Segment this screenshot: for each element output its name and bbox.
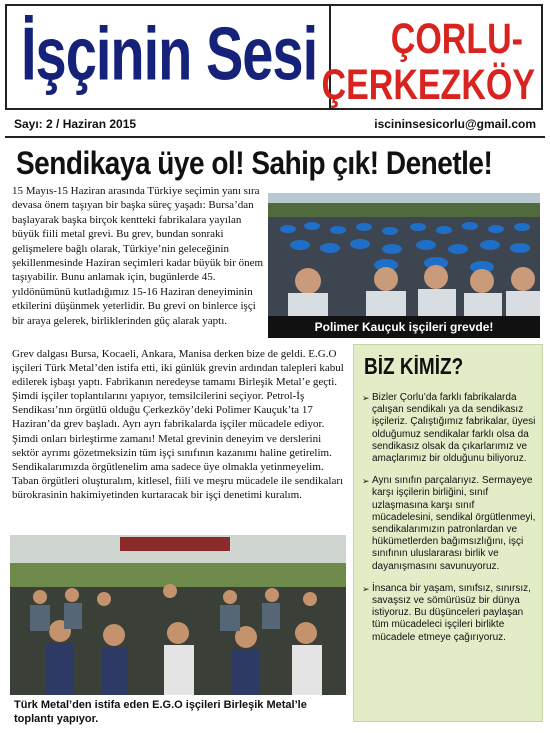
strike-crowd-image bbox=[268, 193, 540, 316]
bullet-arrow-icon: ➢ bbox=[362, 393, 370, 403]
who-are-we-title: BİZ KİMİZ? bbox=[364, 355, 464, 381]
article-paragraph-1: 15 Mayıs-15 Haziran arasında Türkiye seçimin yanı sıra devasa önem taşıyan bir başka süreç yaşadı: Bursa’dan başlayarak başka birçok kentteki fabrikalara yayılan büyük fiili metal grevi. Bu grev, bundan sonraki gelişmelere bağlı olarak, Türkiye’nin geleceğinin şekillenmesinde Haziran seçimleri kadar büyük bir önem taşıyabilir. Bunu anlamak için, bugünlerde 45. yıldönümünü kutladığımız 15-16 Haziran deneyiminin etkilerini düşünmek yeterlidir. Bu grevi on binlerce işçi bir araya gelerek, birliklerinden güç alarak yaptı. bbox=[12, 185, 264, 327]
city-name-line2: ÇERKEZKÖY bbox=[321, 61, 535, 109]
contact-email[interactable]: iscininsesicorlu@gmail.com bbox=[374, 117, 536, 131]
header-rule bbox=[5, 136, 545, 138]
newspaper-title: İşçinin Sesi bbox=[21, 10, 318, 96]
list-item: ➢ Bizler Çorlu’da farklı fabrikalarda çalışan sendikalı ya da sendikasız işçileriz. Çalıştığımız fabrikalar, üyesi olduğumuz sendikalar farklı olsa da sendikasız olsak da çıkarlarımız ve amaçlarımız bir olduğunu biliyoruz. bbox=[362, 392, 536, 465]
who-are-we-list bbox=[362, 392, 538, 654]
strike-photo bbox=[268, 193, 540, 316]
article-paragraph-2: Grev dalgası Bursa, Kocaeli, Ankara, Manisa derken bize de geldi. E.G.O işçileri Türk Metal’den istifa etti, iki günlük grevin ardından talepleri kabul edilerek işbaşı yaptı. Fabrikanın neredeyse tamamı Birleşik Metal’e geçti. Şimdi işçiler toplantılarını yapıyor, temsilcilerini seçiyor. Petrol-İş Sendikası’nın örgütlü olduğu Çerkezköy’deki Polimer Kauçuk’ta 17 Haziran’da grev başladı. Ayrı ayrı fabrikalarda işçiler mücadele ediyor. Şimdi onları birleştirme zamanı! Metal grevinin deneyim ve derslerini sektör ayrımı gözetmeksizin tüm işçi sınıfının kazanımı haline getirelim. Sendikalarımızda örgütlenelim ama sadece üye olmakla yetinmeyelim. Taban örgütleri oluşturalım, kitlesel, fiili ve meşru mücadele ile sendikaları bürokrasinin hakimiyetinden kurtaracak bir işçi denetimi kuralım. bbox=[12, 348, 344, 501]
issue-number: Sayı: 2 / Haziran 2015 bbox=[14, 117, 137, 131]
who-are-we-box bbox=[353, 344, 543, 722]
main-headline: Sendikaya üye ol! Sahip çık! Denetle! bbox=[16, 145, 493, 181]
meeting-photo bbox=[10, 535, 346, 695]
meeting-photo-caption: Türk Metal’den istifa eden E.G.O işçileri Birleşik Metal’le toplantı yapıyor. bbox=[14, 699, 307, 725]
bullet-arrow-icon: ➢ bbox=[362, 583, 370, 594]
strike-photo-caption: Polimer Kauçuk işçileri grevde! bbox=[268, 316, 540, 338]
bullet-arrow-icon: ➢ bbox=[362, 476, 370, 487]
city-name-line1: ÇORLU- bbox=[390, 15, 523, 63]
list-item: ➢ İnsanca bir yaşam, sınıfsız, sınırsız, savaşsız ve sömürüsüz bir dünya istiyoruz. Bu düşünceleri paylaşan tüm mücadeleci işçileri birlikte mücadele etmeye çağırıyoruz. bbox=[362, 582, 531, 643]
masthead bbox=[5, 4, 543, 110]
meeting-image bbox=[10, 535, 346, 695]
list-item: ➢ Aynı sınıfın parçalarıyız. Sermayeye karşı işçilerin birliğini, sınıf uzlaşmasına karşı sınıf mücadelesini, sendikal örgütlenmeyi, sendikalarımızın patronlardan ve hükümetlerden bağımsızlığını, işçi sınıfının uluslararası birlik ve dayanışmasını savunuyoruz. bbox=[362, 475, 536, 572]
